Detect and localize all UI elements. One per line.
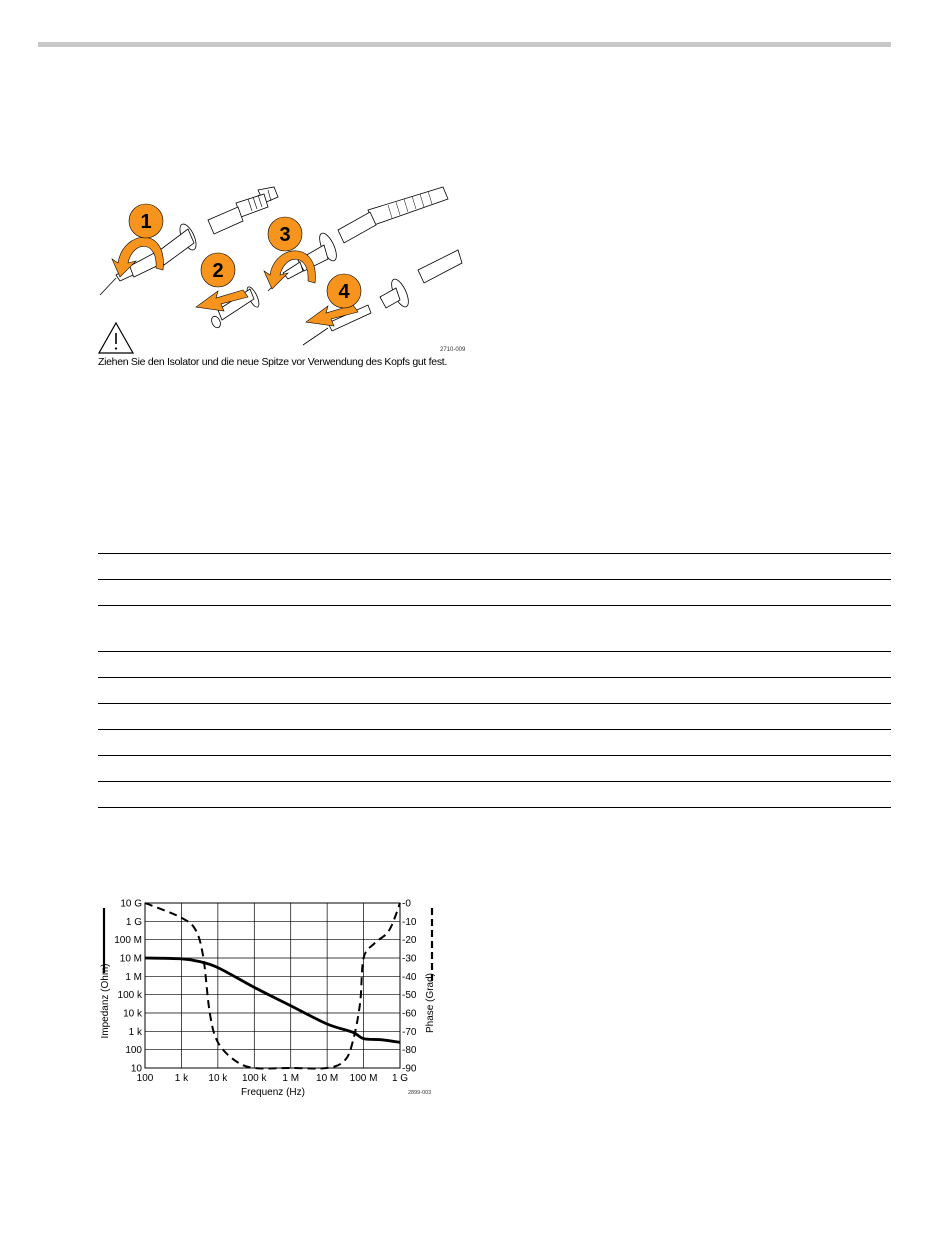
x-axis-title: Frequenz (Hz) xyxy=(241,1087,305,1098)
y-left-tick-label: 10 M xyxy=(119,953,142,965)
y-right-tick-label: -70 xyxy=(402,1026,417,1038)
y-right-axis-title: Phase (Grad) xyxy=(425,972,436,1034)
x-tick-label: 10 k xyxy=(208,1073,228,1084)
table-row xyxy=(98,730,891,756)
step-1-label: 1 xyxy=(140,211,152,233)
specification-table xyxy=(98,553,891,808)
y-left-tick-label: 100 M xyxy=(114,935,142,947)
warning-caption: Ziehen Sie den Isolator und die neue Spitze vor Verwendung des Kopfs gut fest. xyxy=(98,356,448,368)
y-left-tick-label: 100 xyxy=(125,1045,142,1057)
chart-code: 2899-003 xyxy=(408,1090,432,1096)
probe-1-illustration xyxy=(100,187,278,295)
y-right-tick-label: -20 xyxy=(402,935,417,947)
x-tick-label: 1 M xyxy=(282,1073,300,1084)
y-left-tick-label: 10 G xyxy=(120,898,142,910)
chart-canvas xyxy=(98,895,448,1105)
y-left-tick-label: 1 M xyxy=(125,971,142,983)
impedance-phase-chart xyxy=(98,895,448,1105)
y-right-tick-label: -90 xyxy=(402,1063,417,1075)
x-tick-label: 1 k xyxy=(174,1073,189,1084)
y-right-tick-label: -10 xyxy=(402,916,417,928)
y-right-tick-label: -40 xyxy=(402,971,417,983)
y-left-tick-label: 10 k xyxy=(123,1008,142,1020)
y-right-tick-label: -30 xyxy=(402,953,417,965)
y-left-tick-label: 1 k xyxy=(128,1026,142,1038)
table-row xyxy=(98,704,891,730)
figure-code: 2710-009 xyxy=(440,347,466,353)
table-row xyxy=(98,678,891,704)
probe-tip-replacement-figure xyxy=(98,185,470,375)
y-right-tick-label: -60 xyxy=(402,1008,417,1020)
table-row xyxy=(98,606,891,652)
step-4-label: 4 xyxy=(338,281,350,303)
y-right-tick-label: -80 xyxy=(402,1045,417,1057)
header-rule xyxy=(38,42,891,47)
y-right-tick-label: -50 xyxy=(402,990,417,1002)
x-tick-label: 100 k xyxy=(242,1073,267,1084)
probe-illustration xyxy=(98,185,470,355)
table-row xyxy=(98,756,891,782)
x-tick-label: 100 xyxy=(136,1073,154,1084)
table-row xyxy=(98,580,891,606)
warning-triangle-icon xyxy=(99,323,133,353)
table-row xyxy=(98,782,891,808)
step-2-label: 2 xyxy=(212,260,224,282)
step-3-label: 3 xyxy=(279,224,291,246)
table-row xyxy=(98,553,891,580)
plot-frame xyxy=(145,903,400,1068)
y-left-tick-label: 100 k xyxy=(117,990,142,1002)
x-tick-label: 10 M xyxy=(316,1073,339,1084)
y-left-tick-label: 10 xyxy=(130,1063,142,1075)
table-row xyxy=(98,652,891,678)
y-left-axis-title: Impedanz (Ohm) xyxy=(100,963,111,1039)
probe-4-illustration xyxy=(303,250,462,345)
x-tick-label: 1 G xyxy=(391,1073,409,1084)
x-tick-label: 100 M xyxy=(349,1073,378,1084)
phase-series-line xyxy=(145,903,400,1069)
y-right-tick-label: -0 xyxy=(402,898,411,910)
y-left-tick-label: 1 G xyxy=(125,916,142,928)
